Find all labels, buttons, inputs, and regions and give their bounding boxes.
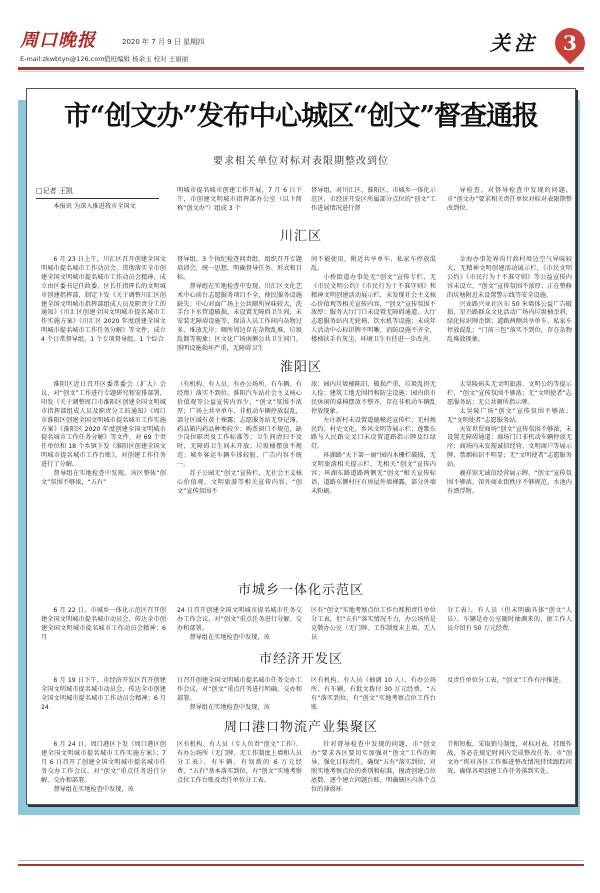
gangqu-col-1: 6 月 24 日，周口港区下发《周口港区创建全国文明城市提名城市工作实施方案》；7 月 6 日召开了创建全国文明城市提名城市任务交办工作会议，对“创文”重点任务进行分解、交办和部署。 督导组在实地检查中发现，该 [41, 741, 166, 793]
section-name: 关注 [490, 31, 538, 55]
chengxiang-col-2: 24 日召开创建全国文明城市提名城市任务交办工作会议，对“创文”重点任务进行分解、交办和部署。 督导组在实地检查中发现，该 [177, 607, 302, 641]
chengxiang-col-3: 区有“创文”实地考察点位工作台账和责任单位分工表，但“五有”落实情况不力，办公场所是克敬办公室（无门牌、工作制度未上墙、无人员 [311, 607, 436, 641]
chengxiang-col-1: 6 月 22 日，市城乡一体化示范区召开创建全国文明城市提名城市动员会，传达全市创建全国文明城市提名城市工作动员会精神；6 月 [41, 607, 166, 641]
chuanhui-col-1: 6 月 23 日上午，川汇区召开创建全国文明城市提名城市工作动员会，贯彻落实全市创建全国文明城市提名城市工作动员会精神，成立由区委书记任政委、区长任指挥长的文明城市创建指挥部，制定下发《关于调整川汇区创建全国文明城市指挥部组成人员及职责分工的通知》《川汇区创建全国文明城市提名城市工作实施方案》《川汇区 2020 年度创建全国文明城市提名城市工作任务分解》等文件，成立 4 个日常督导组、1 个专项督导组、1 个综合 [41, 256, 166, 344]
section-heading-jingkai: 市经济开发区 [258, 652, 343, 667]
article-subtitle: 要求相关单位对标对表限期整改到位 [213, 156, 389, 167]
jingkai-col-2: 日召开创建全国文明城市提名城市任务交办工作会议，对“创文”重点任务进行明确、交办和部署。 督导组在实地检查中发现，该 [177, 677, 302, 711]
gangqu-col-4: 节和短板，采取销号制度，对标对表，挂图作战，务必在规定时间内完成整改任务。市“创文办”将对各区工作推进整改情况持续跟踪问效，确保各项创建工作任务落到实处。 [447, 741, 572, 775]
byline: □记者 王凯 [36, 187, 159, 199]
footer-divider-light [18, 860, 584, 861]
huaiyang-col-2: （有机构、有人员、有办公场所、有车辆、有经费）落实不到位。淮阳汽车站社会主义核心价值观等公益宣传内容少，“创文”氛围不浓厚；广场上共享单车、非机动车辆停放混乱，部分区域有黄土裸露；志愿服务站无登记簿，药品箱内药品种类较少；购票窗口不规范，缺少岗位职责及工作标准等；卫生间清扫不及时，无障碍卫生间未开放；垃圾桶摆放不规范；城乡客运车辆车体较脏，广告内容不统一。 苏子公园无“创文”宣传栏，无社会主义核心价值观、文明旅游等相关宣传内容，“创文”宣传氛围不 [177, 381, 302, 495]
gangqu-col-2: 区有机构、有人员（专人负责“创文”工作）、有办公场所（无门牌、无工作制度上墙和人员分工表）、有车辆、有划拨的 6 万元经费，“五有”基本落实到位，有“创文”实地考察点位工作台账及责任单位分工表。 [177, 741, 302, 784]
jingkai-col-4: 及责任单位分工表，“创文”工作有序推进。 [447, 677, 565, 684]
gangqu-col-3: 针对督导检查中发现的问题，市“创文办”要求各区要切实加强对“创文”工作的领导，强化目标责任，确保“五有”落实到位，对照实地考察点位的类别和标准，摸清创建点位底数，逐个建立问题台账，明确辖区内各个点位的薄弱环 [311, 741, 436, 793]
article-frame [26, 88, 576, 805]
contact-email: E-mail:zkwbtyn@126.com [20, 55, 105, 63]
issue-date: 2020 年 7 月 9 日 星期四 [122, 38, 205, 46]
chuanhui-col-4: 金海办事处界沟行政村周边空气异味较大，无精神文明创建活动展示栏，《市民文明公约》《市民行为十不准守则》等公益宣传内容未设立，“创文”宣传氛围不浓厚；正在整修的坑塘附近未设置警示线等安全设施。 兴业路兴业社区东 50 米墙体公益广告破损，星兴路群众文化活动广场内垃圾桶歪斜，绿化标识牌歪倒；道路两侧共享单车、私家车停放混乱；“门前三包”落实不到位，存在杂物乱堆放现象。 [447, 256, 572, 344]
intro-col-2: 明城市提名城市创建工作开展，7 月 6 日下午，市创建文明城市指挥部办公室（以下简称“创文办”）组成 3 个 [177, 187, 302, 212]
huaiyang-col-3: 浓；园内垃圾桶陈旧，破损严重，垃圾乱扔无人捡；建筑工地无围挡和防尘设施；园内供市民休闲的桌椅摆放不整齐，存在非机动车辆乱停放现象。 左庄新村未设置道德模范宣传栏；无村规民约、村史文化、乡风文明等展示栏；莲歌东路与人民路交叉口未设置道路指示牌及红绿灯。 环湖路“天下第一丽”园内木栅栏破损，无文明旅游相关提示栏，无相关“创文”宣传内容；环湖东路道路两侧无“创文”相关宣传标语，道路东侧村庄有房屋外墙裸露，部分外墙未粉刷。 [311, 381, 436, 495]
article-title: 市“创文办”发布中心城区“创文”督查通报 [63, 101, 539, 132]
chuanhui-col-2: 督导组、3 个执纪检查问责组，组织召开专题培训会，统一思想，明确督导任务、形式和目标。 督导组在实地检查中发现，川汇区文化艺术中心前台志愿服务项目不全，便民服务设施缺失；中心对面广场上公共厕所异味较大，洗手台下水管道破损，未设置无障碍卫生间，未安装无障碍设施等，保洁人员工作间内杂物过多、堆放无序；厕所周边存在杂物乱堆、垃圾乱倒等现象；区文化广场南侧公共卫生间门、照明设施损坏严重，无障碍卫生 [177, 256, 302, 353]
intro-col-3: 督导组，对川汇区、淮阳区、市城乡一体化示范区、市经济开发区所属部分点位的“创文”工作进展情况进行督 [311, 187, 436, 212]
chengxiang-col-4: 分工表），有人员（但未明确具体“创文”人员），车辆是办公室随时抽调来的，据工作人员介绍有 50 万元经费。 [447, 607, 572, 632]
section-heading-chengxiang: 市城乡一体化示范区 [237, 583, 364, 598]
header-divider-light [18, 71, 584, 72]
intro-col-4: 导检查。对督导检查中发现的问题，市“创文办”要求相关责任单位对标对表限期整改到位。 [447, 187, 572, 212]
header-divider [18, 67, 584, 70]
jingkai-col-1: 6 月 19 日下午，市经济开发区召开创建全国文明城市提名城市动员会，传达全市创建全国文明城市提名城市工作动员会精神；6 月 24 [41, 677, 166, 711]
page-number: 3 [563, 31, 577, 55]
section-heading-gangqu: 周口港口物流产业集聚区 [223, 720, 378, 735]
editor-credits: 值班编辑 杨余玉 校对 王丽丽 [104, 55, 189, 63]
masthead [0, 0, 600, 72]
footer-divider [18, 864, 584, 866]
intro-col-1: 本报讯 为深入推进我市全国文 [53, 203, 136, 210]
section-heading-huaiyang: 淮阳区 [279, 360, 322, 375]
huaiyang-col-4: 太昊陵码头无文明旅游、文明公约等提示栏，“创文”宣传氛围不够浓；无“文明使者”志愿服务站；无公共厕所指示牌。 太昊陵广场“创文”宣传氛围不够浓；无“文明使者”志愿服务站。 天安世贸商场“创文”宣传氛围不够浓，未设置无障碍通道；商场门口非机动车辆停放无序；商场内未发现诚信经营、文明商户等展示牌，禁烟标识不明显；无“文明使者”志愿服务站。 羲祥馆无诚信经营展示牌，“创文”宣传氛围不够浓，馆外商业街秩序不够规范，水池内有漂浮物。 [447, 381, 572, 495]
newspaper-logo: 周口晚报 [20, 30, 96, 51]
section-heading-chuanhui: 川汇区 [279, 229, 322, 244]
huaiyang-col-1: 淮阳区近日召开区委常委会（扩大）会议，对“创文”工作进行专题研究和安排部署，印发《关于调整周口市淮阳区创建全国文明城市指挥部组成人员及职责分工的通知》《周口市淮阳区创建全国文明城市提名城市工作实施方案》《淮阳区 2020 年度创建全国文明城市提名城市工作任务分解》等文件，对 69 个责任单位和 18 个乡镇下发《淮阳区创建全国文明城市提名城市工作台账》，对创建工作任务进行了分解。 督导组在实地检查中发现，该区整体“创文”氛围不够浓，“五有” [41, 381, 166, 486]
jingkai-col-3: 区有机构、有人员（抽调 10 人）、有办公场所、有车辆、有批文拨付 30 万元经费，“五有”落实到位，有“创文”实地考察点位工作台账 [311, 677, 436, 711]
chuanhui-col-3: 间不能使用，附近共享单车、私家车停放混乱。 小桥街道办事处无“创文”宣传专栏，无《市民文明公约》《市民行为十不准守则》和精神文明创建活动展示栏，未发现社会主义核心价值观等相关宣传内容，“创文”宣传氛围不浓厚；服务大厅门口未设置无障碍通道，大厅志愿服务站内无轮椅、饮水机等设施；未成年人活动中心标识牌不明晰，消防设施不齐全，楼梯扶手有灰尘，环境卫生有待进一步改善。 [311, 256, 436, 344]
